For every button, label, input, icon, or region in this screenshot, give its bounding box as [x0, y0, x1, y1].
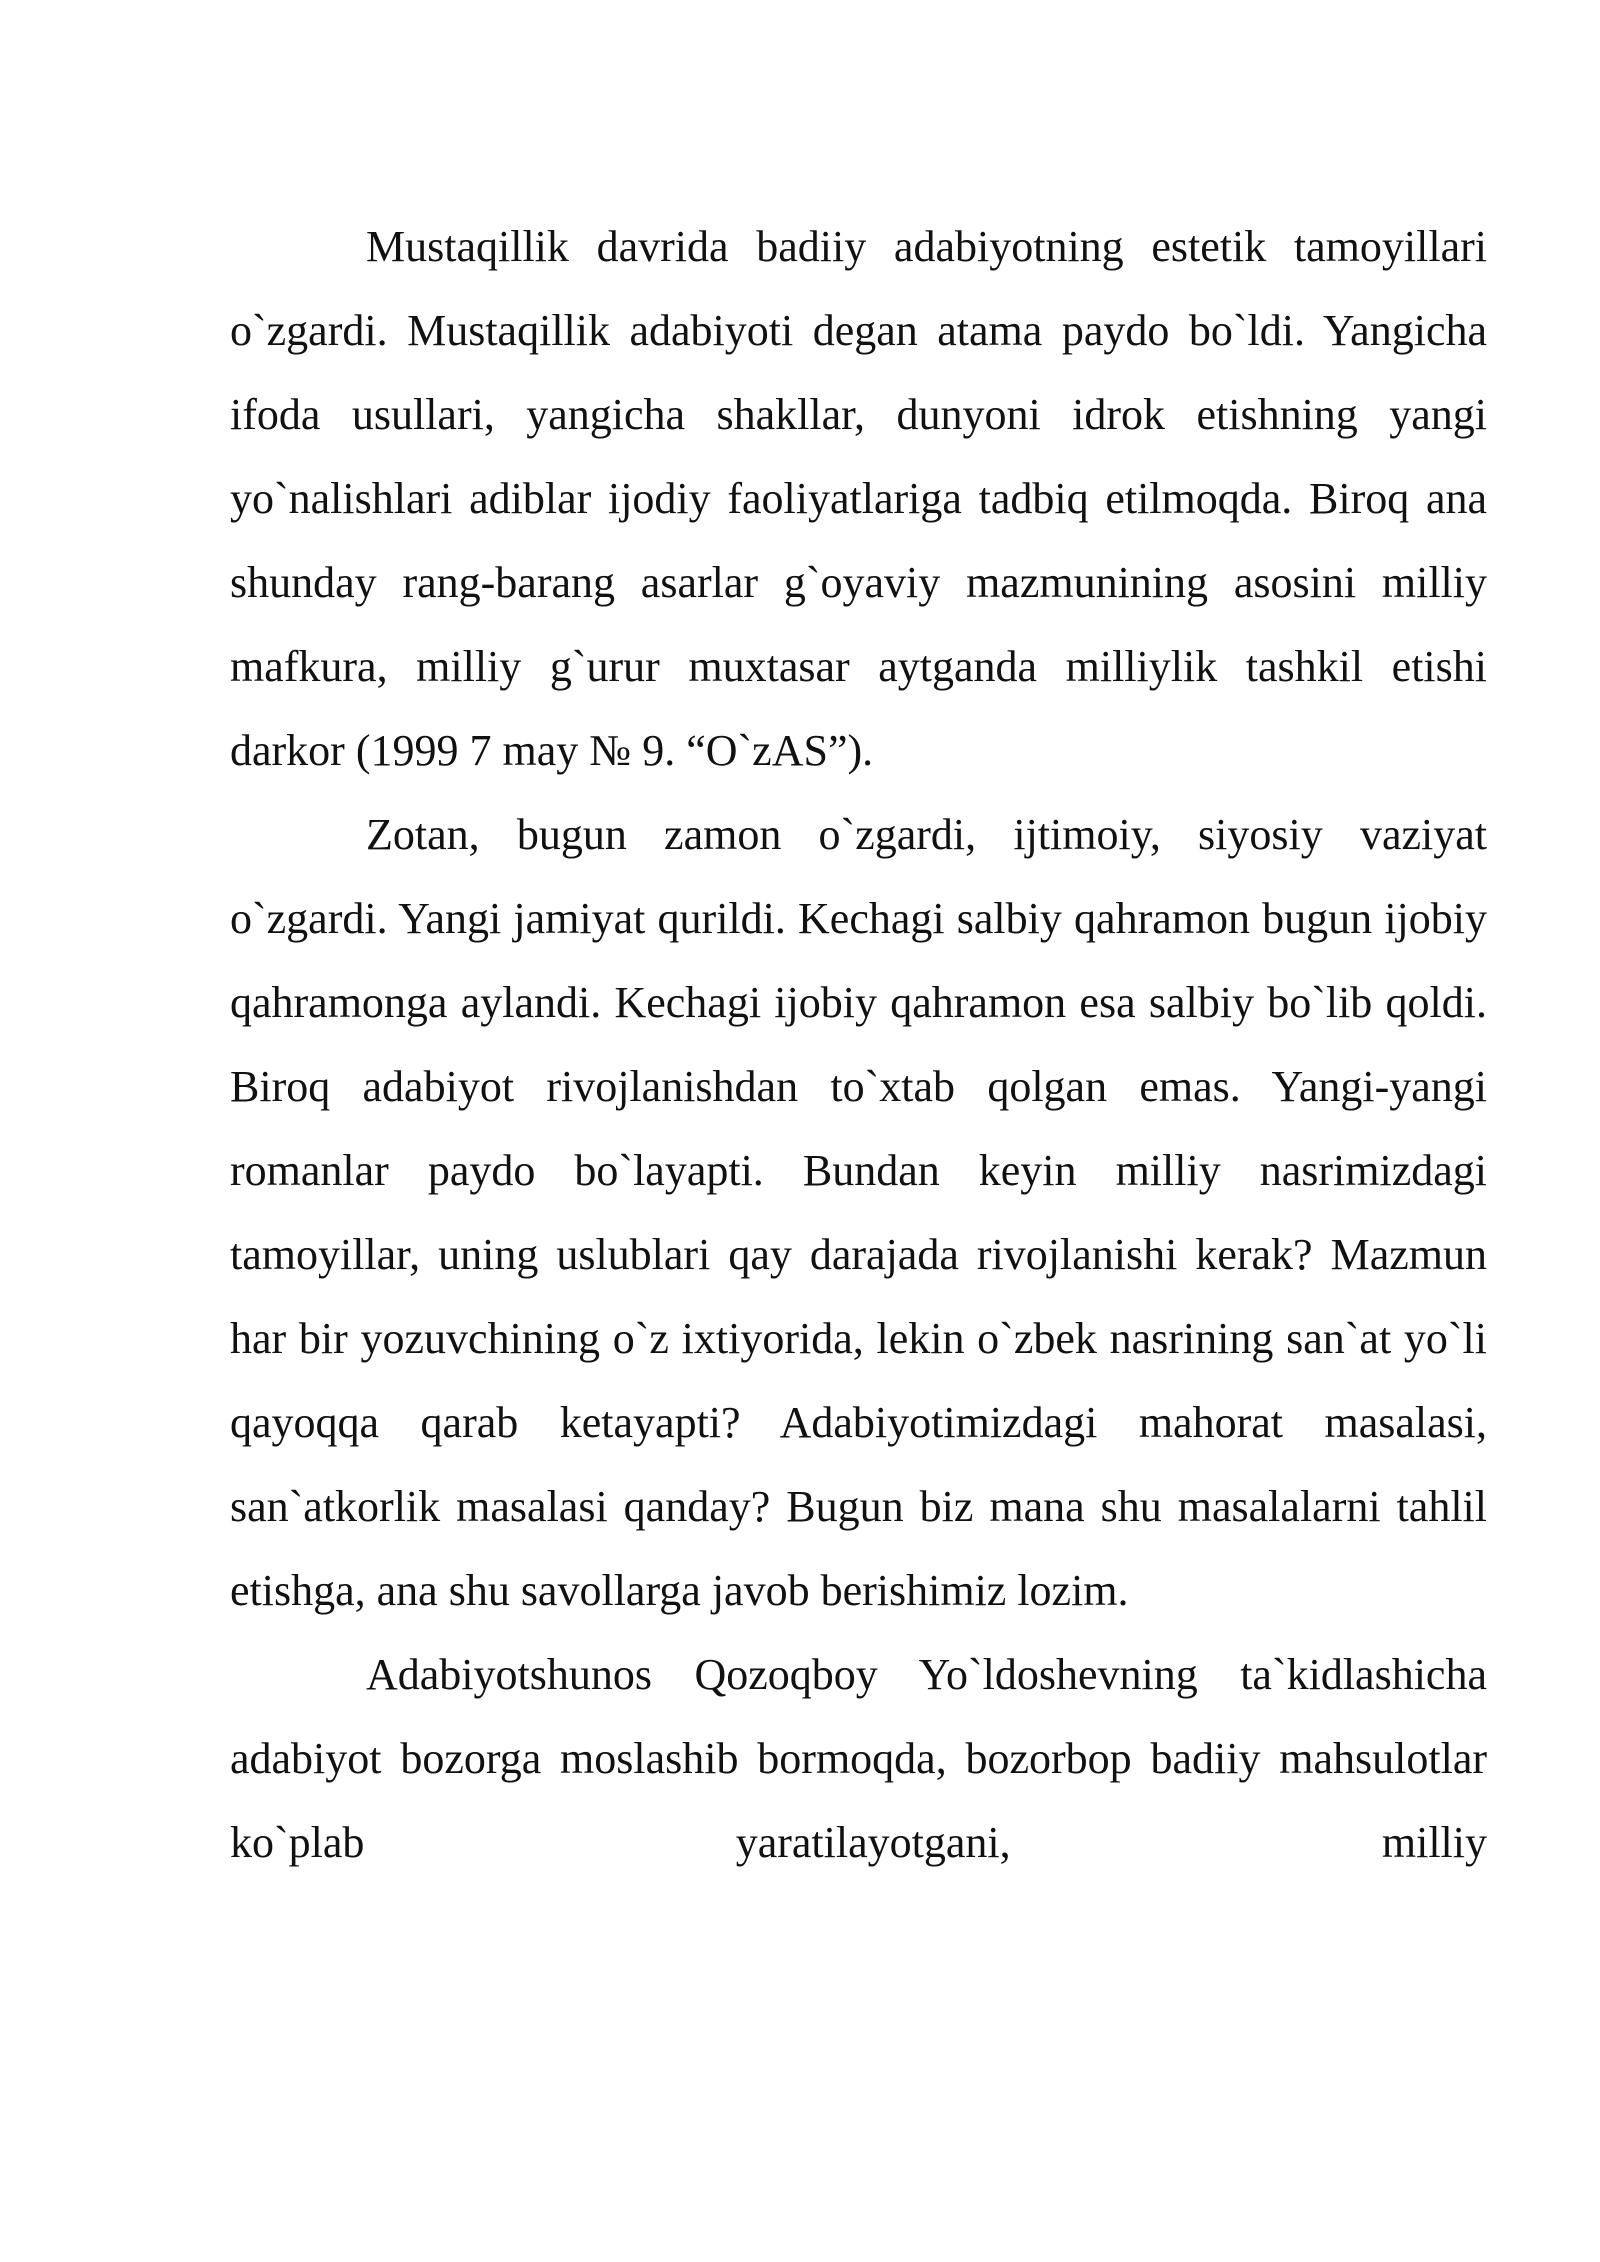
paragraph-2: Zotan, bugun zamon o`zgardi, ijtimoiy, siyosiy vaziyat o`zgardi. Yangi jamiyat qurildi. Kechagi salbiy qahramon bugun ijobiy qahramonga aylandi. Kechagi ijobiy qahramon esa salbiy bo`lib qoldi. Biroq adabiyot rivojlanishdan to`xtab qolgan emas. Yangi-yangi romanlar paydo bo`layapti. Bundan keyin milliy nasrimizdagi tamoyillar, uning uslublari qay darajada rivojlanishi kerak? Mazmun har bir yozuvchining o`z ixtiyorida, lekin o`zbek nasrining san`at yo`li qayoqqa qarab ketayapti? Adabiyotimizdagi mahorat masalasi, san`atkorlik masalasi qanday? Bugun biz mana shu masalalarni tahlil etishga, ana shu savollarga javob berishimiz lozim. — [230, 810, 1487, 1615]
paragraph-3: Adabiyotshunos Qozoqboy Yo`ldoshevning ta`kidlashicha adabiyot bozorga moslashib bormoqda, bozorbop badiiy mahsulotlar ko`plab yaratilayotgani, milliy — [230, 1650, 1487, 1867]
paragraph-1: Mustaqillik davrida badiiy adabiyotning estetik tamoyillari o`zgardi. Mustaqillik adabiyoti degan atama paydo bo`ldi. Yangicha ifoda usullari, yangicha shakllar, dunyoni idrok etishning yangi yo`nalishlari adiblar ijodiy faoliyatlariga tadbiq etilmoqda. Biroq ana shunday rang-barang asarlar g`oyaviy mazmunining asosini milliy mafkura, milliy g`urur muxtasar aytganda milliylik tashkil etishi darkor (1999 7 may № 9. “O`zAS”). — [230, 222, 1487, 775]
document-body — [230, 205, 1487, 1885]
